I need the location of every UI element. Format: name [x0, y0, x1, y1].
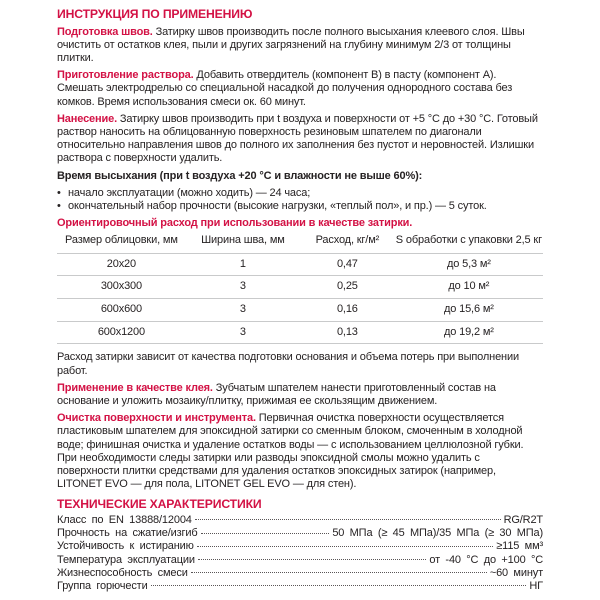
spec-label: Жизнеспособность смеси [57, 566, 188, 579]
column-header-joint-width: Ширина шва, мм [186, 233, 300, 253]
spec-value: НГ [529, 579, 543, 592]
spec-label: Температура эксплуатации [57, 553, 195, 566]
consumption-table [57, 233, 543, 344]
spec-value: ≥115 мм³ [496, 540, 543, 553]
spec-label: Класс по EN 13888/12004 [57, 513, 192, 526]
paragraph-joint-preparation [57, 26, 543, 66]
dot-leader [197, 546, 494, 547]
spec-row-abrasion [57, 540, 543, 553]
paragraph-lead: Применение в качестве клея. [57, 381, 213, 394]
table-cell: 0,16 [300, 298, 395, 321]
paragraph-lead: Нанесение. [57, 112, 117, 125]
column-header-tile-size: Размер облицовки, мм [57, 233, 186, 253]
bullet-icon: • [57, 199, 61, 212]
bullet-text: окончательный набор прочности (высокие нагрузки, «теплый пол», и пр.) — 5 суток. [68, 199, 487, 212]
table-cell: 3 [186, 276, 300, 299]
table-row [57, 321, 543, 344]
consumption-heading: Ориентировочный расход при использовании в качестве затирки. [57, 217, 413, 230]
paragraph-application [57, 113, 543, 166]
paragraph-text: Затирку швов производить после полного высыхания клеевого слоя. Швы очистить от остатков клея, пыли и других загрязнений на глубину минимум 2/3 от толщины плитки. [57, 25, 525, 64]
table-cell: до 10 м² [395, 276, 543, 299]
spec-label: Устойчивость к истиранию [57, 540, 194, 553]
paragraph-text: Добавить отвердитель (компонент B) в пасту (компонент A). Смешать электродрелью со специальной насадкой до получения однородного состава без комков. Время использования смеси ок. 60 минут. [57, 69, 513, 108]
spec-value: RG/R2T [503, 513, 543, 526]
tech-specs-heading: ТЕХНИЧЕСКИЕ ХАРАКТЕРИСТИКИ [57, 497, 262, 512]
paragraph-lead: Подготовка швов. [57, 25, 153, 38]
paragraph-text: Первичная очистка поверхности осуществляется пластиковым шпателем для эпоксидной затирки со сменным блоком, смоченным в холодной воде; финишная очистка и удаление остатков воды — с использованием целлюлозной губки. При необходимости следы затирки или разводы эпоксидной смолы можно удалить с поверхности плитки средствами для удаления остатков эпоксидных затирок (например, LITONET EVO — для пола, LITONET GEL EVO — для стен). [57, 412, 524, 491]
spec-label: Прочность на сжатие/изгиб [57, 527, 198, 540]
table-cell: 600x600 [57, 298, 186, 321]
dot-leader [151, 585, 527, 586]
table-cell: 300x300 [57, 276, 186, 299]
consumption-note: Расход затирки зависит от качества подготовки основания и объема потерь при выполнении работ. [57, 351, 519, 377]
paragraph-text: Затирку швов производить при t воздуха и поверхности от +5 °С до +30 °С. Готовый раствор наносить на облицованную поверхность резиновым шпателем по диагонали относительно направления швов до полного их заполнения без пустот и неровностей. Излишки раствора с поверхности удалить. [57, 112, 538, 165]
drying-bullet-1 [57, 187, 543, 200]
spec-label: Группа горючести [57, 579, 148, 592]
spec-row-pot-life [57, 567, 543, 580]
table-cell: 0,25 [300, 276, 395, 299]
dot-leader [198, 559, 427, 560]
table-cell: 20x20 [57, 253, 186, 276]
paragraph-cleaning [57, 412, 543, 491]
table-row [57, 298, 543, 321]
table-cell: 1 [186, 253, 300, 276]
spec-row-class [57, 514, 543, 527]
paragraph-mix-preparation [57, 69, 543, 109]
bullet-icon: • [57, 186, 61, 199]
bullet-text: начало эксплуатации (можно ходить) — 24 часа; [68, 186, 311, 199]
spec-value: 50 МПа (≥ 45 МПа)/35 МПа (≥ 30 МПа) [332, 527, 543, 540]
spec-row-service-temperature [57, 554, 543, 567]
spec-value: от -40 °С до +100 °С [429, 553, 543, 566]
paragraph-text: Зубчатым шпателем нанести приготовленный состав на основание и уложить мозаику/плитку, прижимая ее скользящим движением. [57, 381, 496, 407]
table-cell: 0,13 [300, 321, 395, 344]
dot-leader [191, 572, 487, 573]
table-cell: 3 [186, 298, 300, 321]
paragraph-adhesive-use [57, 382, 543, 408]
spec-value: ~60 минут [489, 566, 543, 579]
column-header-coverage: S обработки с упаковки 2,5 кг [395, 233, 543, 253]
table-cell: 3 [186, 321, 300, 344]
table-cell: 0,47 [300, 253, 395, 276]
paragraph-lead: Приготовление раствора. [57, 69, 194, 82]
drying-time-heading: Время высыхания (при t воздуха +20 °С и влажности не выше 60%): [57, 169, 423, 182]
table-cell: до 5,3 м² [395, 253, 543, 276]
table-cell: до 19,2 м² [395, 321, 543, 344]
table-row [57, 276, 543, 299]
drying-bullet-2 [57, 200, 543, 213]
paragraph-lead: Очистка поверхности и инструмента. [57, 412, 256, 425]
page-title: ИНСТРУКЦИЯ ПО ПРИМЕНЕНИЮ [57, 7, 253, 21]
table-cell: до 15,6 м² [395, 298, 543, 321]
dot-leader [201, 533, 330, 534]
table-row [57, 253, 543, 276]
table-header-row [57, 233, 543, 253]
table-cell: 600x1200 [57, 321, 186, 344]
dot-leader [195, 519, 501, 520]
spec-row-flammability [57, 580, 543, 593]
spec-row-strength [57, 527, 543, 540]
column-header-consumption: Расход, кг/м² [300, 233, 395, 253]
